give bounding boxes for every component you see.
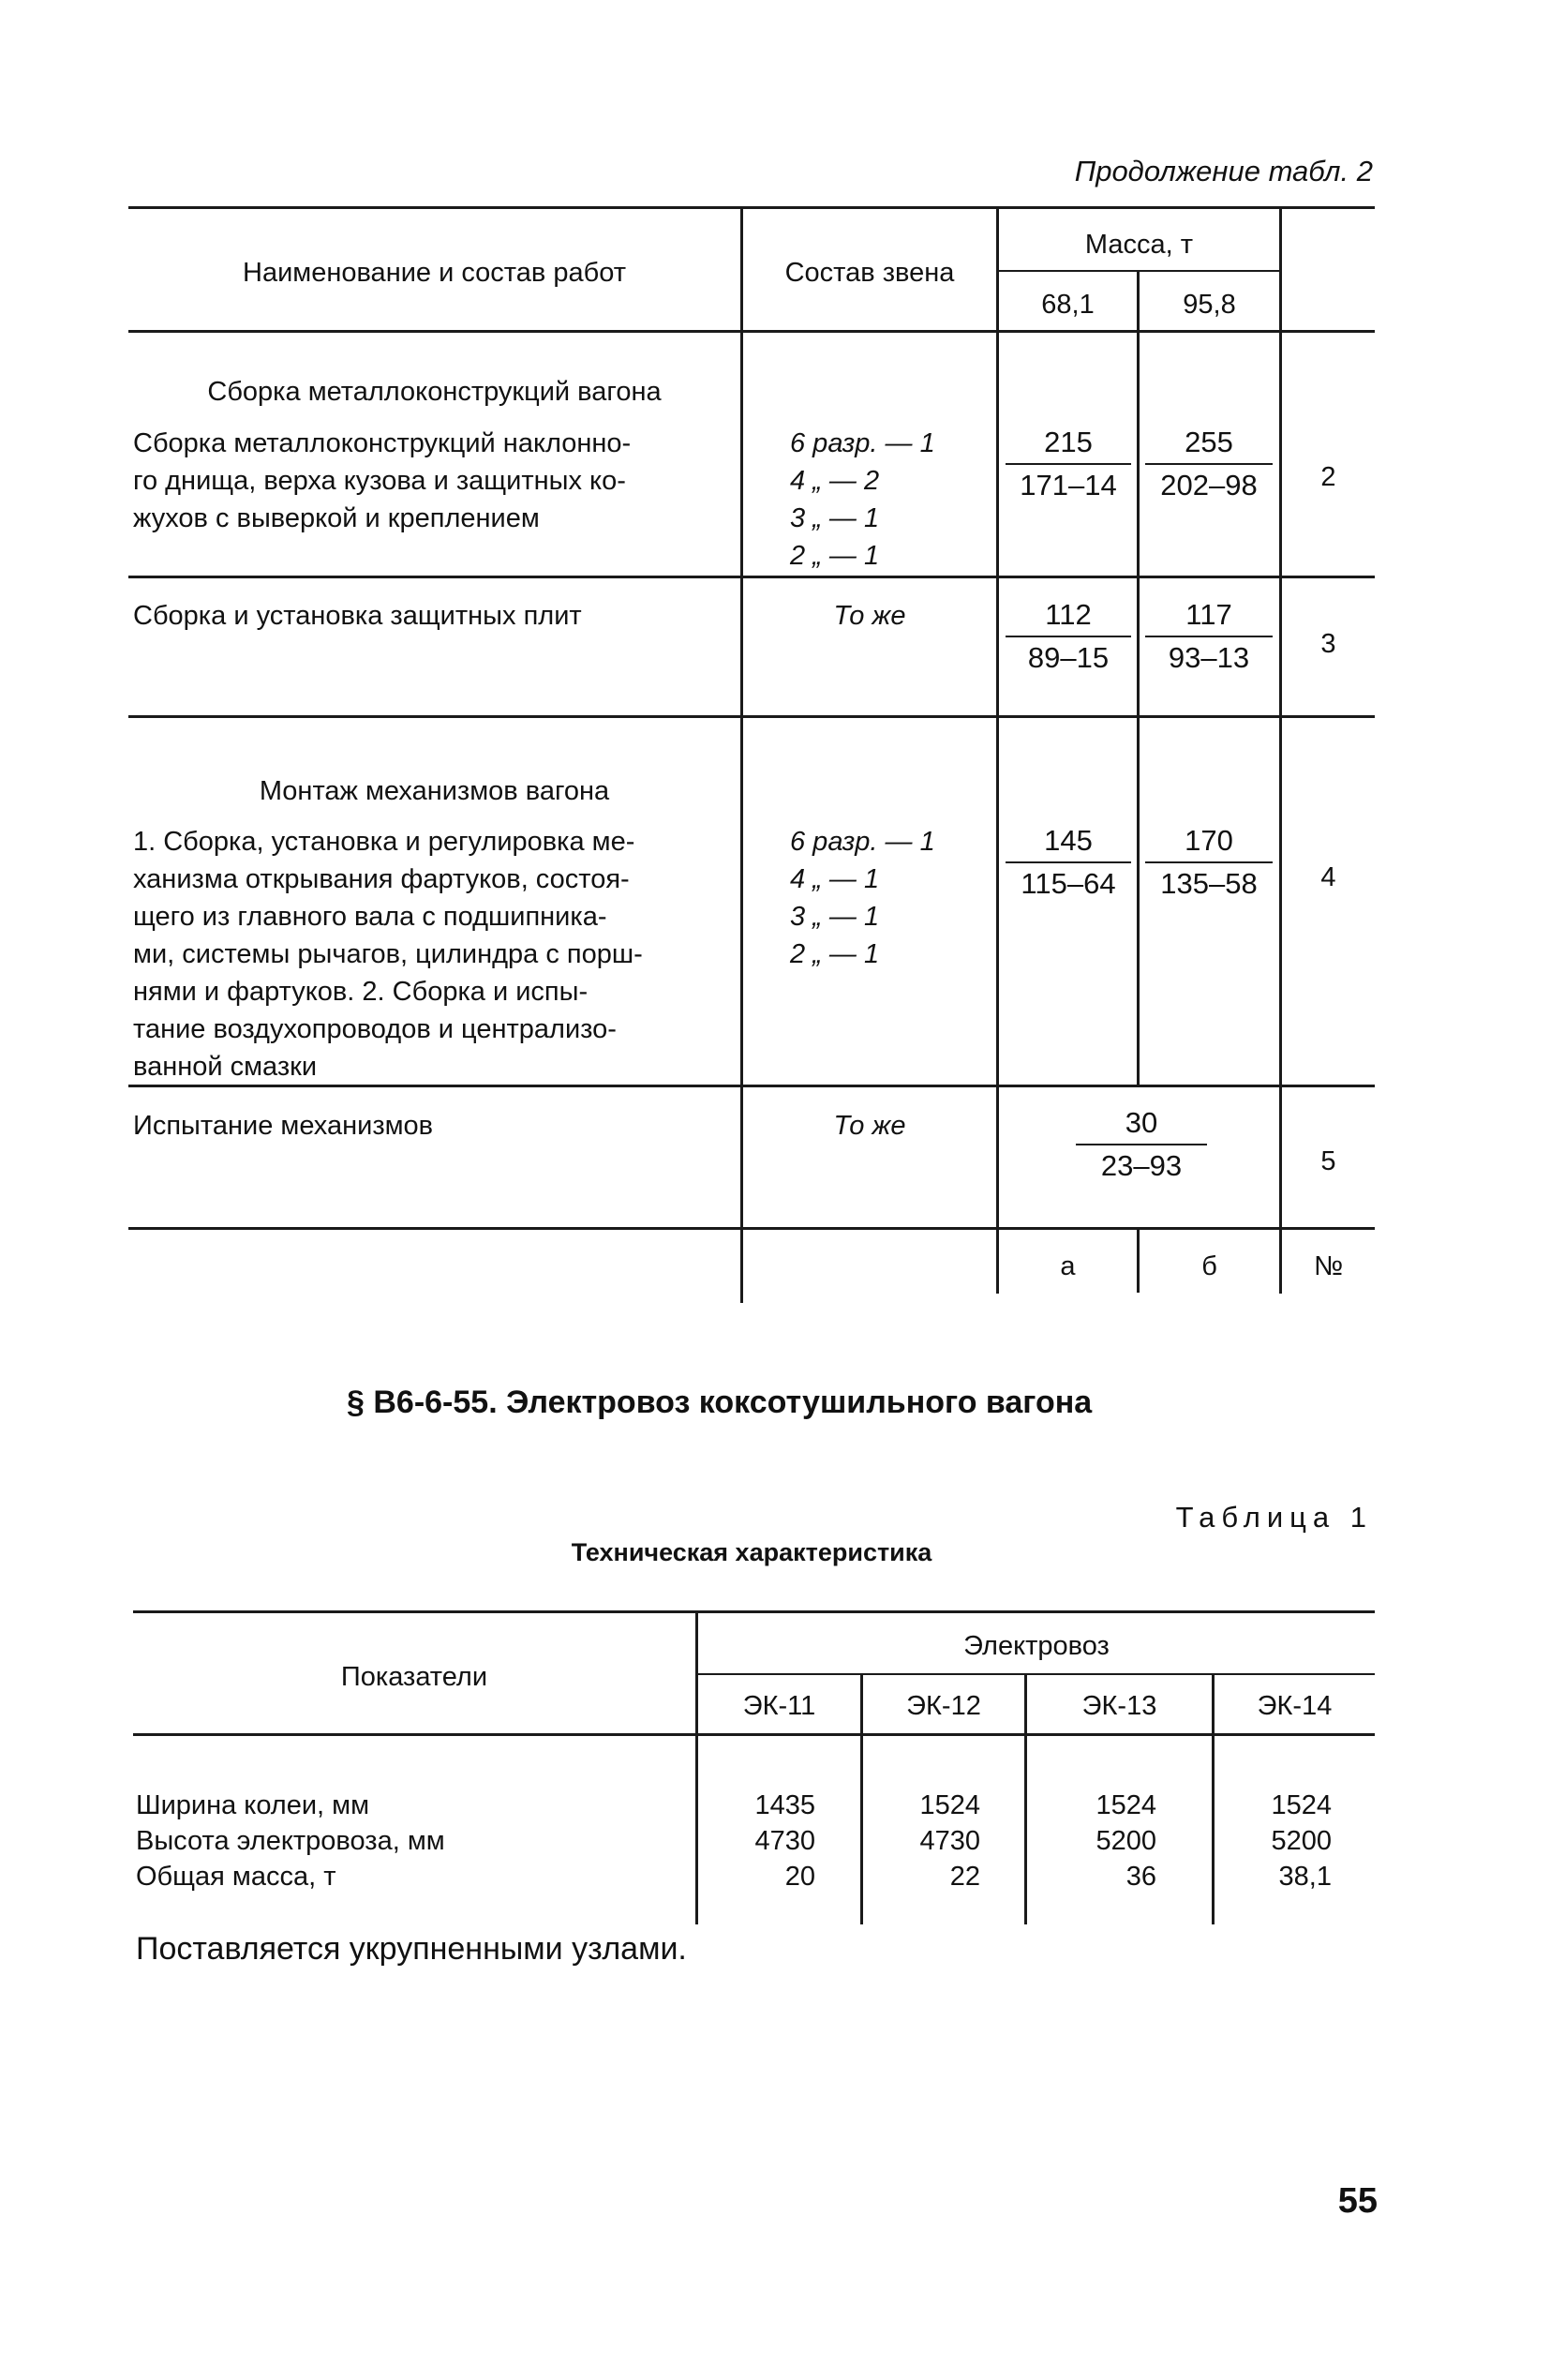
header-mass-b: 95,8	[1183, 290, 1236, 320]
header-model: ЭК-13	[1081, 1691, 1157, 1721]
header-bottom-rule	[128, 330, 1375, 333]
header-model: ЭК-14	[1257, 1691, 1333, 1721]
table-1-label: Таблица 1	[1175, 1501, 1373, 1534]
header-electric-locomotive: Электровоз	[963, 1631, 1110, 1661]
table-top-rule	[133, 1610, 1375, 1613]
row-2-mass-b: 255 202–98	[1145, 424, 1273, 504]
row-separator	[128, 715, 1375, 718]
row-label: Ширина колеи, мм	[136, 1790, 370, 1820]
row-4-mass-b: 170 135–58	[1145, 822, 1273, 903]
row-4-mass-a: 145 115–64	[1006, 822, 1131, 903]
footer-label-a: а	[1060, 1251, 1076, 1281]
cell: 1435	[754, 1790, 815, 1820]
row-2-number: 2	[1320, 462, 1336, 492]
header-crew: Состав звена	[784, 258, 955, 288]
cell: 1524	[1095, 1790, 1156, 1820]
section-title: Монтаж механизмов вагона	[259, 776, 610, 806]
header-model: ЭК-11	[742, 1691, 816, 1721]
row-2-description: Сборка металлоконструкций наклонно- го днища, верха кузова и защитных ко- жухов с выверкой и креплением	[133, 428, 632, 533]
cell: 1524	[919, 1790, 980, 1820]
column-divider	[1137, 270, 1140, 1085]
row-5-number: 5	[1320, 1146, 1336, 1176]
row-4-number: 4	[1320, 862, 1336, 892]
table-1-title: Техническая характеристика	[571, 1538, 932, 1566]
continuation-caption: Продолжение табл. 2	[1074, 155, 1373, 187]
footer-label-b: б	[1201, 1251, 1217, 1281]
header-mass: Масса, т	[1084, 230, 1194, 260]
page-number: 55	[1337, 2181, 1378, 2221]
row-5-crew: То же	[833, 1111, 906, 1141]
footer-rule	[128, 1227, 1375, 1230]
section-heading: § В6-6-55. Электровоз коксотушильного вагона	[347, 1385, 1093, 1420]
row-label: Общая масса, т	[136, 1862, 336, 1892]
column-divider	[996, 206, 999, 1294]
row-label: Высота электровоза, мм	[136, 1826, 445, 1856]
cell: 4730	[919, 1826, 980, 1856]
header-name: Наименование и состав работ	[243, 258, 626, 288]
column-divider	[1279, 206, 1282, 1294]
row-2-mass-a: 215 171–14	[1006, 424, 1131, 504]
cell: 5200	[1271, 1826, 1332, 1856]
group-header-rule	[698, 1673, 1375, 1675]
row-4-description: 1. Сборка, установка и регулировка ме- ханизма открывания фартуков, состоя- щего из главного вала с подшипника- ми, системы рычагов, цилиндра с порш- нями и фартуков. 2. Сборка и испы- тание воздухопроводов и централизо- ванной смазки	[133, 827, 643, 1082]
row-3-number: 3	[1320, 629, 1336, 659]
row-3-description: Сборка и установка защитных плит	[133, 601, 582, 631]
header-bottom-rule	[133, 1733, 1375, 1736]
table-top-rule	[128, 206, 1375, 209]
row-2-crew: 6 разр. — 1 4 „ — 2 3 „ — 1 2 „ — 1	[790, 428, 935, 571]
cell: 4730	[754, 1826, 815, 1856]
row-separator	[128, 576, 1375, 578]
row-3-mass-a: 112 89–15	[1006, 596, 1131, 677]
row-5-mass: 30 23–93	[1076, 1104, 1207, 1185]
row-3-mass-b: 117 93–13	[1145, 596, 1273, 677]
row-5-description: Испытание механизмов	[133, 1111, 434, 1141]
row-4-crew: 6 разр. — 1 4 „ — 1 3 „ — 1 2 „ — 1	[790, 827, 935, 969]
cell: 22	[949, 1862, 980, 1892]
cell: 20	[784, 1862, 815, 1892]
header-mass-a: 68,1	[1041, 290, 1095, 320]
row-3-crew: То же	[833, 601, 906, 631]
cell: 36	[1125, 1862, 1156, 1892]
cell: 5200	[1095, 1826, 1156, 1856]
footer-label-number: №	[1313, 1251, 1344, 1281]
header-indicators: Показатели	[340, 1662, 488, 1692]
note-text: Поставляется укрупненными узлами.	[136, 1931, 687, 1967]
cell: 1524	[1271, 1790, 1332, 1820]
cell: 38,1	[1278, 1862, 1332, 1892]
header-model: ЭК-12	[906, 1691, 981, 1721]
section-title: Сборка металлоконструкций вагона	[207, 377, 662, 407]
